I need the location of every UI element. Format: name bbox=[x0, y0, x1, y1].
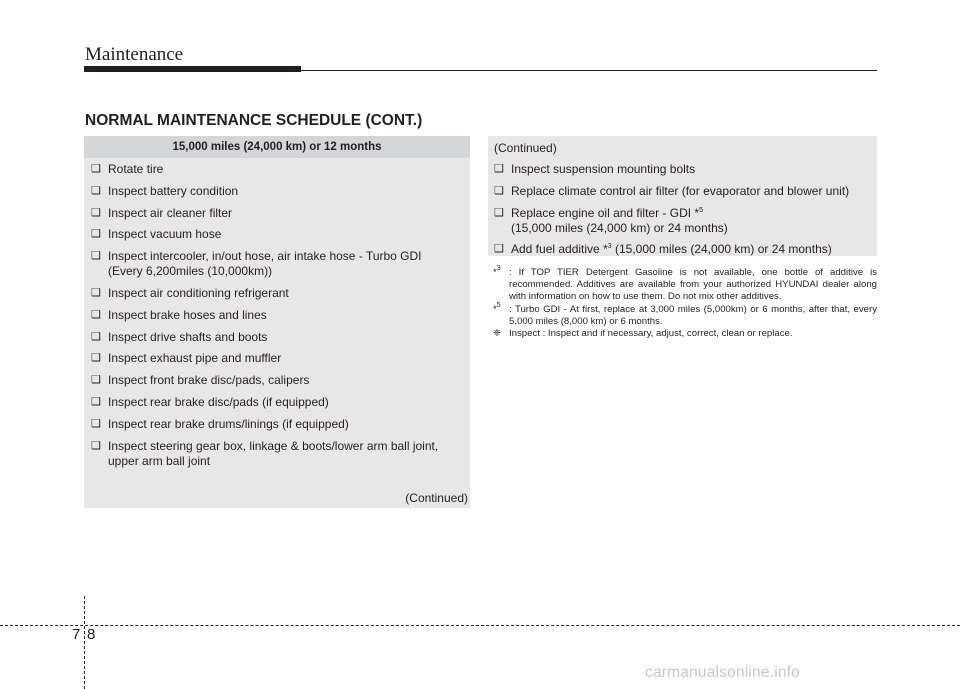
checkbox-icon: ❑ bbox=[91, 330, 101, 343]
checklist-item bbox=[91, 227, 465, 242]
chapter-number: 7 bbox=[72, 626, 81, 643]
item-text: Inspect steering gear box, linkage & boots/lower arm ball joint, bbox=[108, 438, 439, 453]
checkbox-icon: ❑ bbox=[91, 352, 101, 365]
item-text: Inspect drive shafts and boots bbox=[108, 329, 268, 344]
footnote-number: 3 bbox=[496, 265, 501, 272]
item-text-continuation: (Every 6,200miles (10,000km)) bbox=[108, 264, 273, 279]
crop-mark-vertical bbox=[84, 596, 85, 689]
section-title: NORMAL MAINTENANCE SCHEDULE (CONT.) bbox=[85, 112, 423, 129]
checklist-item bbox=[91, 249, 465, 279]
checkbox-icon: ❑ bbox=[494, 184, 504, 197]
checkbox-icon: ❑ bbox=[494, 206, 504, 219]
page-number-digit: 8 bbox=[87, 626, 96, 643]
interval-heading: 15,000 miles (24,000 km) or 12 months bbox=[84, 136, 470, 158]
footnote-text: : Turbo GDI - At first, replace at 3,000 miles (5,000km) or 6 months, after that, every 5,000 miles (8,000 km) or 6 months. bbox=[509, 303, 877, 327]
checkbox-icon: ❑ bbox=[91, 250, 101, 263]
footnote-symbol: * bbox=[493, 267, 497, 278]
item-text: Inspect intercooler, in/out hose, air intake hose - Turbo GDI bbox=[108, 249, 422, 264]
header-title: Maintenance bbox=[85, 44, 184, 65]
continued-label: (Continued) bbox=[494, 141, 557, 155]
checklist-item bbox=[91, 162, 465, 177]
footnote-ref: 5 bbox=[699, 206, 704, 214]
checklist-item bbox=[91, 286, 465, 301]
checkbox-icon: ❑ bbox=[91, 184, 101, 197]
checklist-item bbox=[494, 162, 874, 177]
footnote-text: : If TOP TIER Detergent Gasoline is not available, one bottle of additive is recommended. Additives are available from your authorized HYUNDAI dealer along with information on how to use them. Do not mix other additives. bbox=[509, 267, 877, 303]
checklist-left bbox=[91, 162, 465, 475]
footnote-mark bbox=[493, 301, 501, 316]
checklist-item bbox=[494, 242, 874, 257]
item-text-continuation: upper arm ball joint bbox=[108, 453, 211, 468]
item-text-continuation: (15,000 miles (24,000 km) or 24 months) bbox=[511, 220, 728, 235]
item-text: Inspect front brake disc/pads, calipers bbox=[108, 373, 310, 388]
header-bar bbox=[84, 66, 301, 72]
item-text: Inspect brake hoses and lines bbox=[108, 307, 267, 322]
checkbox-icon: ❑ bbox=[494, 243, 504, 256]
checklist-right bbox=[494, 162, 874, 264]
item-text-after: (15,000 miles (24,000 km) or 24 months) bbox=[611, 242, 832, 257]
footnote-ref: 3 bbox=[607, 243, 612, 251]
footnote-symbol: * bbox=[493, 303, 497, 315]
watermark: carmanualsonline.info bbox=[645, 664, 800, 681]
item-text: Inspect exhaust pipe and muffler bbox=[108, 351, 282, 366]
item-text: Replace engine oil and filter - GDI * bbox=[511, 205, 700, 220]
checkbox-icon: ❑ bbox=[91, 374, 101, 387]
schedule-panel-left bbox=[84, 136, 470, 508]
checklist-item bbox=[494, 184, 874, 199]
checklist-item bbox=[91, 184, 465, 199]
checkbox-icon: ❑ bbox=[91, 228, 101, 241]
checklist-item bbox=[91, 308, 465, 323]
item-text: Rotate tire bbox=[108, 162, 164, 176]
continued-label: (Continued) bbox=[405, 491, 468, 505]
checkbox-icon: ❑ bbox=[91, 286, 101, 299]
item-text: Inspect air cleaner filter bbox=[108, 205, 233, 220]
checklist-item bbox=[91, 330, 465, 345]
item-text: Inspect suspension mounting bolts bbox=[511, 162, 696, 176]
checklist-item bbox=[91, 351, 465, 366]
footnote bbox=[493, 267, 877, 304]
checkbox-icon: ❑ bbox=[91, 163, 101, 175]
item-text: Inspect battery condition bbox=[108, 183, 239, 198]
header-rule bbox=[301, 70, 877, 71]
checkbox-icon: ❑ bbox=[91, 308, 101, 321]
checklist-item bbox=[494, 206, 874, 236]
footnote bbox=[493, 301, 877, 328]
checkbox-icon: ❑ bbox=[91, 439, 101, 452]
crop-mark-horizontal bbox=[0, 625, 960, 626]
footnote-text: Inspect : Inspect and if necessary, adjust, correct, clean or replace. bbox=[509, 328, 793, 340]
schedule-panel-right bbox=[488, 136, 877, 256]
item-text: Inspect rear brake disc/pads (if equipped) bbox=[108, 394, 329, 409]
checklist-item bbox=[91, 206, 465, 221]
checklist-item bbox=[91, 373, 465, 388]
item-text: Replace climate control air filter (for evaporator and blower unit) bbox=[511, 183, 850, 198]
footnotes bbox=[493, 267, 877, 340]
item-text: Inspect rear brake drums/linings (if equipped) bbox=[108, 416, 349, 431]
item-text: Add fuel additive * bbox=[511, 242, 608, 257]
checkbox-icon: ❑ bbox=[91, 417, 101, 430]
checklist-item bbox=[91, 395, 465, 410]
footnote-symbol: ❈ bbox=[493, 328, 502, 340]
checkbox-icon: ❑ bbox=[91, 395, 101, 408]
checkbox-icon: ❑ bbox=[91, 206, 101, 219]
footnote-number: 5 bbox=[496, 301, 501, 309]
checklist-item bbox=[91, 417, 465, 432]
footnote-mark bbox=[493, 267, 501, 279]
item-text: Inspect air conditioning refrigerant bbox=[108, 285, 289, 300]
footnote-mark bbox=[493, 328, 501, 340]
checklist-item bbox=[91, 439, 465, 469]
footnote bbox=[493, 328, 877, 340]
item-text: Inspect vacuum hose bbox=[108, 227, 222, 242]
checkbox-icon: ❑ bbox=[494, 163, 504, 175]
